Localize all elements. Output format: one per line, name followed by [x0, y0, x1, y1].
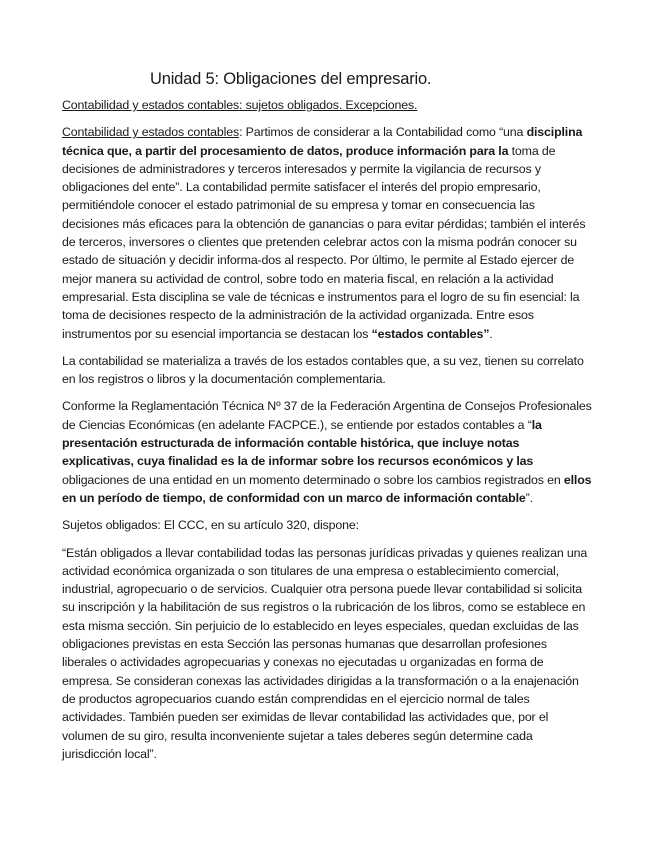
document-page: [62, 60, 592, 772]
text-run: .: [489, 326, 493, 341]
bold-run: disciplina técnica que, a partir del procesamiento de datos, produce información para la: [62, 125, 583, 158]
text-run: obligaciones de una entidad en un momento determinado o sobre los cambios registrados en: [62, 472, 564, 487]
paragraph-contabilidad: [62, 123, 592, 343]
bold-run: la presentación estructurada de información contable histórica, que incluye notas explicativas, cuya finalidad es la de informar sobre los recursos económicos y las: [62, 417, 542, 469]
bold-run: ellos en un período de tiempo, de conformidad con un marco de información contable: [62, 472, 592, 505]
paragraph-materializa: La contabilidad se materializa a través de los estados contables que, a su vez, tienen su correlato en los registros o libros y la documentación complementaria.: [62, 353, 584, 387]
text-run: Conforme la Reglamentación Técnica Nº 37 de la Federación Argentina de Consejos Profesionales de Ciencias Económicas (en adelante FACPCE.), se entiende por estados contables a “: [62, 399, 592, 432]
paragraph-sujetos-obligados: Sujetos obligados: El CCC, en su artículo 320, dispone:: [62, 518, 359, 533]
term-label: Contabilidad y estados contables: [62, 125, 240, 140]
paragraph-quote-art-320: “Están obligados a llevar contabilidad todas las personas jurídicas privadas y quienes realizan una actividad económica organizada o son titulares de una empresa o establecimiento comercial, industrial, agropecuario o de servicios. Cualquier otra persona puede llevar contabilidad si solicita su inscripción y la habilitación de sus registros o la rubricación de los libros, como se establece en esta misma sección. Sin perjuicio de lo establecido en leyes especiales, quedan excluidas de las obligaciones previstas en esta Sección las personas humanas que desarrollan profesiones liberales o actividades agropecuarias y conexas no ejecutadas u organizadas en forma de empresa. Se consideran conexas las actividades dirigidas a la transformación o a la enajenación de productos agropecuarios cuando están comprendidas en el ejercicio normal de tales actividades. También pueden ser eximidas de llevar contabilidad las actividades que, por el volumen de su giro, resulta inconveniente sujetar a tales deberes según determine cada jurisdicción local”.: [62, 545, 588, 761]
page-title: Unidad 5: Obligaciones del empresario.: [150, 70, 432, 88]
section-subtitle: Contabilidad y estados contables: sujetos obligados. Excepciones.: [62, 98, 418, 112]
bold-run: “estados contables”: [371, 326, 490, 341]
paragraph-reglamentacion: [62, 397, 592, 507]
text-run: toma de decisiones de administradores y terceros interesados y permite la vigilancia de recursos y obligaciones del ente”. La contabilidad permite satisfacer el interés del propio empresario, permitiéndole conocer el estado patrimonial de su empresa y tomar en consecuencia las decisiones más eficaces para la obtención de ganancias o para evitar pérdidas; también el interés de terceros, inversores o clientes que pretenden celebrar actos con la misma podrán conocer su estado de situación y decidir informa-dos al respecto. Por último, le permite al Estado ejercer de mejor manera su actividad de control, sobre todo en materia fiscal, en relación a la actividad empresarial. Esta disciplina se vale de técnicas e instrumentos para el logro de su fin esencial: la toma de decisiones respecto de la administración de la actividad organizada. Entre esos instrumentos por su esencial importancia se destacan los: [62, 143, 586, 341]
text-run: ”.: [525, 490, 533, 505]
text-run: : Partimos de considerar a la Contabilidad como “una: [239, 125, 527, 140]
